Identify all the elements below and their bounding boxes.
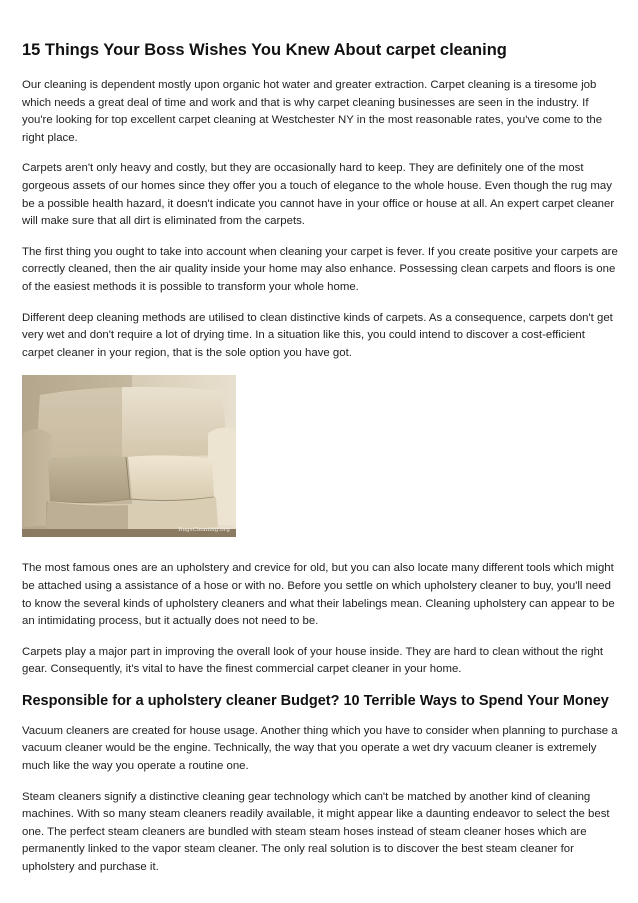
document-page (22, 40, 618, 890)
paragraph: The first thing you ought to take into account when cleaning your carpet is fever. If you create positive your carpets are correctly cleaned, then the air quality inside your home may also enhance. Possessing clean carpets and floors is one of the easiest methods it is possible to transform your whole home. (22, 245, 618, 293)
sofa-illustration (22, 375, 236, 537)
paragraph: Vacuum cleaners are created for house usage. Another thing which you have to consider when planning to purchase a vacuum cleaner would be the engine. Technically, the way that you operate a wet dry vacuum cleaner is extremely much like the way you operate a routine one. (22, 724, 618, 773)
cushion-left-dirty (48, 456, 130, 503)
paragraph: The most famous ones are an upholstery and crevice for old, but you can also locate many different tools which might be attached using a assistance of a hose or with no. Before you settle on which upholstery cleaner to buy, you'll need to know the several kinds of upholstery cleaners and what their labelings mean. Cleaning upholstery can appear to be an intimidating process, but it actually does not need to be. (22, 562, 615, 628)
sofa-photo (22, 375, 236, 537)
paragraph: Steam cleaners signify a distinctive cleaning gear technology which can't be matched by another kind of cleaning machines. With so many steam cleaners readily available, it might appear like a daunting endeavor to select the best one. The perfect steam cleaners are bundled with steam steam hoses instead of steam cleaner hoses which are permanently linked to the vapor steam cleaner. The only real solution is to discover the best steam cleaner for upholstery and purchase it. (22, 790, 610, 874)
paragraph: Carpets aren't only heavy and costly, but they are occasionally hard to keep. They are definitely one of the most gorgeous assets of our homes since they offer you a touch of elegance to the whole house. Even though the rug may be a possible health hazard, it doesn't indicate you cannot have in your office or house at all. An expert carpet cleaner will make sure that all dirt is eliminated from the carpets. (22, 162, 615, 228)
paragraph: Carpets play a major part in improving the overall look of your house inside. They are hard to clean without the right gear. Consequently, it's vital to have the finest commercial carpet cleaner in your home. (22, 645, 604, 676)
article-title: 15 Things Your Boss Wishes You Knew About carpet cleaning (22, 41, 507, 59)
image-watermark: RugsCleaning.org (178, 527, 230, 534)
section-heading: Responsible for a upholstery cleaner Budget? 10 Terrible Ways to Spend Your Money (22, 692, 609, 709)
paragraph: Different deep cleaning methods are utilised to clean distinctive kinds of carpets. As a consequence, carpets don't get very wet and don't require a lot of drying time. In a situation like this, you could intend to discover a cost-efficient carpet cleaner in your region, that is the sole option you have got. (22, 311, 613, 359)
cushion-right-clean (128, 456, 214, 501)
paragraph: Our cleaning is dependent mostly upon organic hot water and greater extraction. Carpet cleaning is a tiresome job which needs a great deal of time and work and that is why carpet cleaning businesses are seen in the industry. If you're looking for top excellent carpet cleaning at Westchester NY in the most reasonable rates, you've come to the right place. (22, 79, 603, 144)
